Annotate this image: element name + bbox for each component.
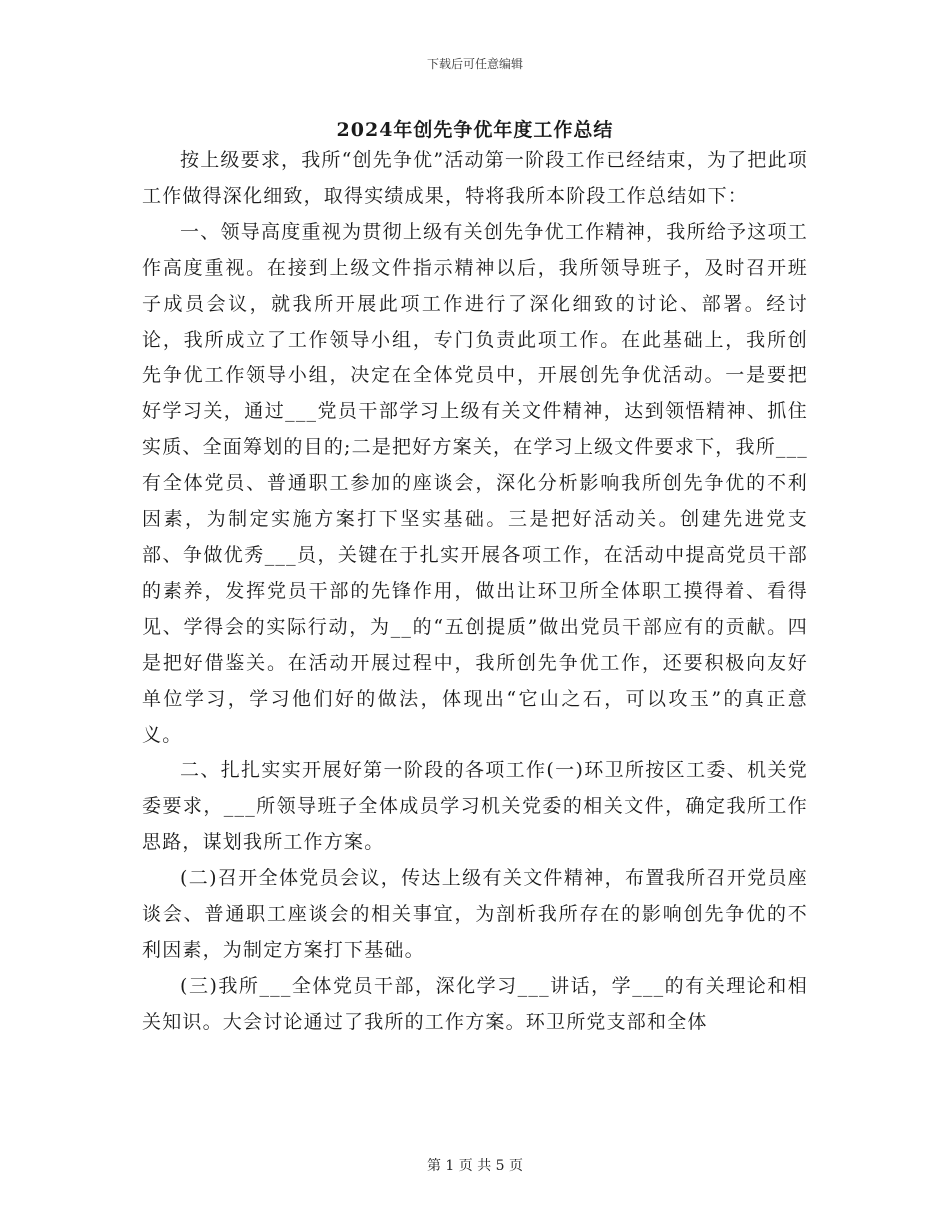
paragraph-section-2: 二、扎扎实实开展好第一阶段的各项工作(一)环卫所按区工委、机关党委要求，___所领导班子全体成员学习机关党委的相关文件，确定我所工作思路，谋划我所工作方案。 [142, 759, 808, 854]
paragraph-intro: 按上级要求，我所“创先争优”活动第一阶段工作已经结束，为了把此项工作做得深化细致，取得实绩成果，特将我所本阶段工作总结如下： [142, 149, 808, 207]
header-note: 下载后可任意编辑 [426, 57, 523, 71]
paragraph-section-1: 一、领导高度重视为贯彻上级有关创先争优工作精神，我所给予这项工作高度重视。在接到上级文件指示精神以后，我所领导班子，及时召开班子成员会议，就我所开展此项工作进行了深化细致的讨论、部署。经讨论，我所成立了工作领导小组，专门负责此项工作。在此基础上，我所创先争优工作领导小组，决定在全体党员中，开展创先争优活动。一是要把好学习关，通过___党员干部学习上级有关文件精神，达到领悟精神、抓住实质、全面筹划的目的;二是把好方案关，在学习上级文件要求下，我所___有全体党员、普通职工参加的座谈会，深化分析影响我所创先争优的不利因素，为制定实施方案打下坚实基础。三是把好活动关。创建先进党支部、争做优秀___员，关键在于扎实开展各项工作，在活动中提高党员干部的素养，发挥党员干部的先锋作用，做出让环卫所全体职工摸得着、看得见、学得会的实际行动，为__的“五创提质”做出党员干部应有的贡献。四是把好借鉴关。在活动开展过程中，我所创先争优工作，还要积极向友好单位学习，学习他们好的做法，体现出“它山之石，可以攻玉”的真正意义。 [142, 220, 808, 746]
document-title: 2024年创先争优年度工作总结 [336, 119, 614, 141]
document-body [142, 143, 808, 1041]
paragraph-item-3: (三)我所___全体党员干部，深化学习___讲话，学___的有关理论和相关知识。大会讨论通过了我所的工作方案。环卫所党支部和全体 [142, 974, 808, 1033]
page-footer: 第 1 页 共 5 页 [426, 1158, 524, 1174]
paragraph-item-2: (二)召开全体党员会议，传达上级有关文件精神，布置我所召开党员座谈会、普通职工座谈会的相关事宜，为剖析我所存在的影响创先争优的不利因素，为制定方案打下基础。 [142, 867, 808, 961]
